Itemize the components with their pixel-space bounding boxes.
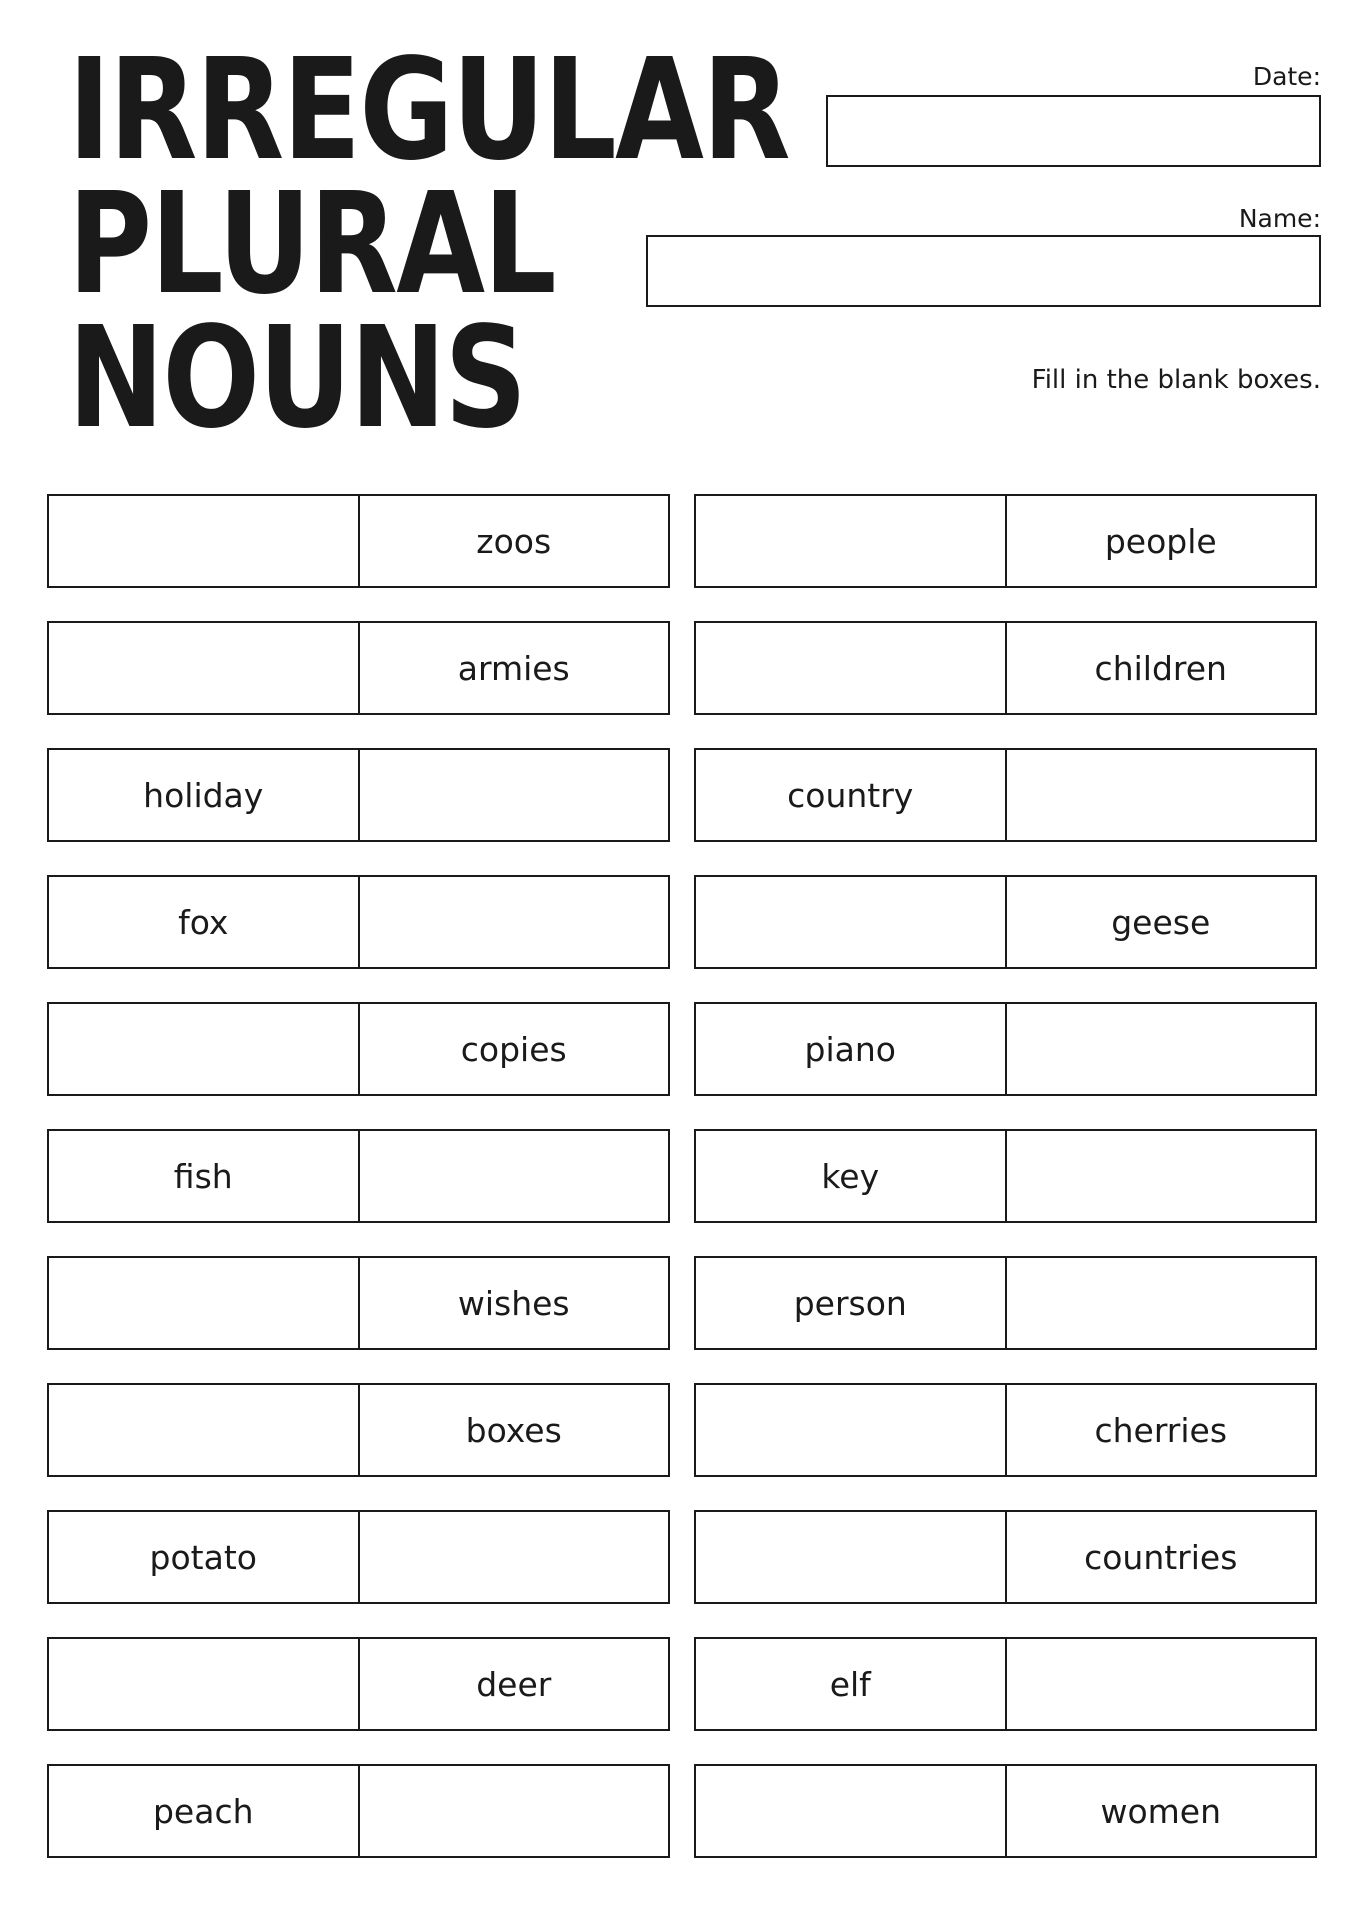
- noun-pair: [694, 1002, 1317, 1096]
- title-line-1: IRREGULAR: [68, 29, 790, 192]
- plural-word: copies: [460, 1029, 567, 1069]
- plural-blank-box[interactable]: [360, 1131, 669, 1221]
- noun-pair: [47, 1383, 670, 1477]
- singular-blank-box[interactable]: [49, 1004, 360, 1094]
- date-field[interactable]: [826, 95, 1321, 167]
- noun-pair: [47, 1129, 670, 1223]
- noun-pair: [694, 621, 1317, 715]
- noun-pair: [694, 1383, 1317, 1477]
- singular-word: fish: [49, 1131, 360, 1221]
- noun-pair: [47, 875, 670, 969]
- plural-word: wishes: [457, 1283, 570, 1323]
- noun-pair: [694, 1129, 1317, 1223]
- singular-blank-box[interactable]: [696, 1385, 1007, 1475]
- plural-word: people: [1104, 521, 1217, 561]
- plural-word: deer: [476, 1664, 552, 1704]
- noun-pair: [694, 875, 1317, 969]
- plural-blank-box[interactable]: [360, 750, 669, 840]
- noun-pair: [694, 1764, 1317, 1858]
- plural-word: armies: [457, 648, 570, 688]
- noun-pair: [47, 1764, 670, 1858]
- singular-blank-box[interactable]: [696, 623, 1007, 713]
- singular-blank-box[interactable]: [696, 1512, 1007, 1602]
- name-field[interactable]: [646, 235, 1321, 307]
- noun-pair: [694, 494, 1317, 588]
- singular-blank-box[interactable]: [49, 1385, 360, 1475]
- noun-pair: [47, 494, 670, 588]
- grid-row: [47, 494, 1317, 588]
- instruction-text: Fill in the blank boxes.: [1031, 365, 1321, 395]
- plural-blank-box[interactable]: [1007, 1639, 1316, 1729]
- noun-pair: [694, 1510, 1317, 1604]
- plural-word: boxes: [465, 1410, 562, 1450]
- noun-pair: [694, 1256, 1317, 1350]
- plural-blank-box[interactable]: [360, 1766, 669, 1856]
- singular-blank-box[interactable]: [49, 1258, 360, 1348]
- date-label: Date:: [1252, 62, 1321, 91]
- plural-word: women: [1100, 1791, 1222, 1831]
- plural-blank-box[interactable]: [1007, 1004, 1316, 1094]
- singular-blank-box[interactable]: [49, 623, 360, 713]
- plural-word: countries: [1084, 1537, 1238, 1577]
- noun-pair: [47, 748, 670, 842]
- singular-word: fox: [49, 877, 360, 967]
- noun-pair: [47, 1637, 670, 1731]
- title-line-3: NOUNS: [68, 297, 526, 460]
- noun-pair: [47, 621, 670, 715]
- name-label: Name:: [1238, 204, 1321, 233]
- singular-word: country: [696, 750, 1007, 840]
- plural-blank-box[interactable]: [1007, 1258, 1316, 1348]
- grid-row: [47, 1129, 1317, 1223]
- plural-blank-box[interactable]: [1007, 1131, 1316, 1221]
- singular-word: person: [696, 1258, 1007, 1348]
- grid-row: [47, 748, 1317, 842]
- plural-blank-box[interactable]: [1007, 750, 1316, 840]
- plural-word: geese: [1111, 902, 1211, 942]
- singular-word: piano: [696, 1004, 1007, 1094]
- singular-word: potato: [49, 1512, 360, 1602]
- singular-blank-box[interactable]: [696, 1766, 1007, 1856]
- grid-row: [47, 1383, 1317, 1477]
- title-line-2: PLURAL: [68, 163, 555, 326]
- grid-row: [47, 1002, 1317, 1096]
- singular-blank-box[interactable]: [49, 1639, 360, 1729]
- grid-row: [47, 1510, 1317, 1604]
- plural-word: zoos: [476, 521, 552, 561]
- noun-pair: [47, 1002, 670, 1096]
- grid-row: [47, 1256, 1317, 1350]
- singular-blank-box[interactable]: [696, 877, 1007, 967]
- grid-row: [47, 1764, 1317, 1858]
- plural-word: children: [1094, 648, 1227, 688]
- singular-word: peach: [49, 1766, 360, 1856]
- grid-row: [47, 621, 1317, 715]
- noun-pair: [694, 1637, 1317, 1731]
- noun-grid: [47, 494, 1317, 1891]
- plural-blank-box[interactable]: [360, 877, 669, 967]
- noun-pair: [47, 1256, 670, 1350]
- grid-row: [47, 1637, 1317, 1731]
- grid-row: [47, 875, 1317, 969]
- noun-pair: [694, 748, 1317, 842]
- singular-blank-box[interactable]: [49, 496, 360, 586]
- plural-blank-box[interactable]: [360, 1512, 669, 1602]
- noun-pair: [47, 1510, 670, 1604]
- singular-word: holiday: [49, 750, 360, 840]
- singular-blank-box[interactable]: [696, 496, 1007, 586]
- singular-word: elf: [696, 1639, 1007, 1729]
- plural-word: cherries: [1094, 1410, 1228, 1450]
- singular-word: key: [696, 1131, 1007, 1221]
